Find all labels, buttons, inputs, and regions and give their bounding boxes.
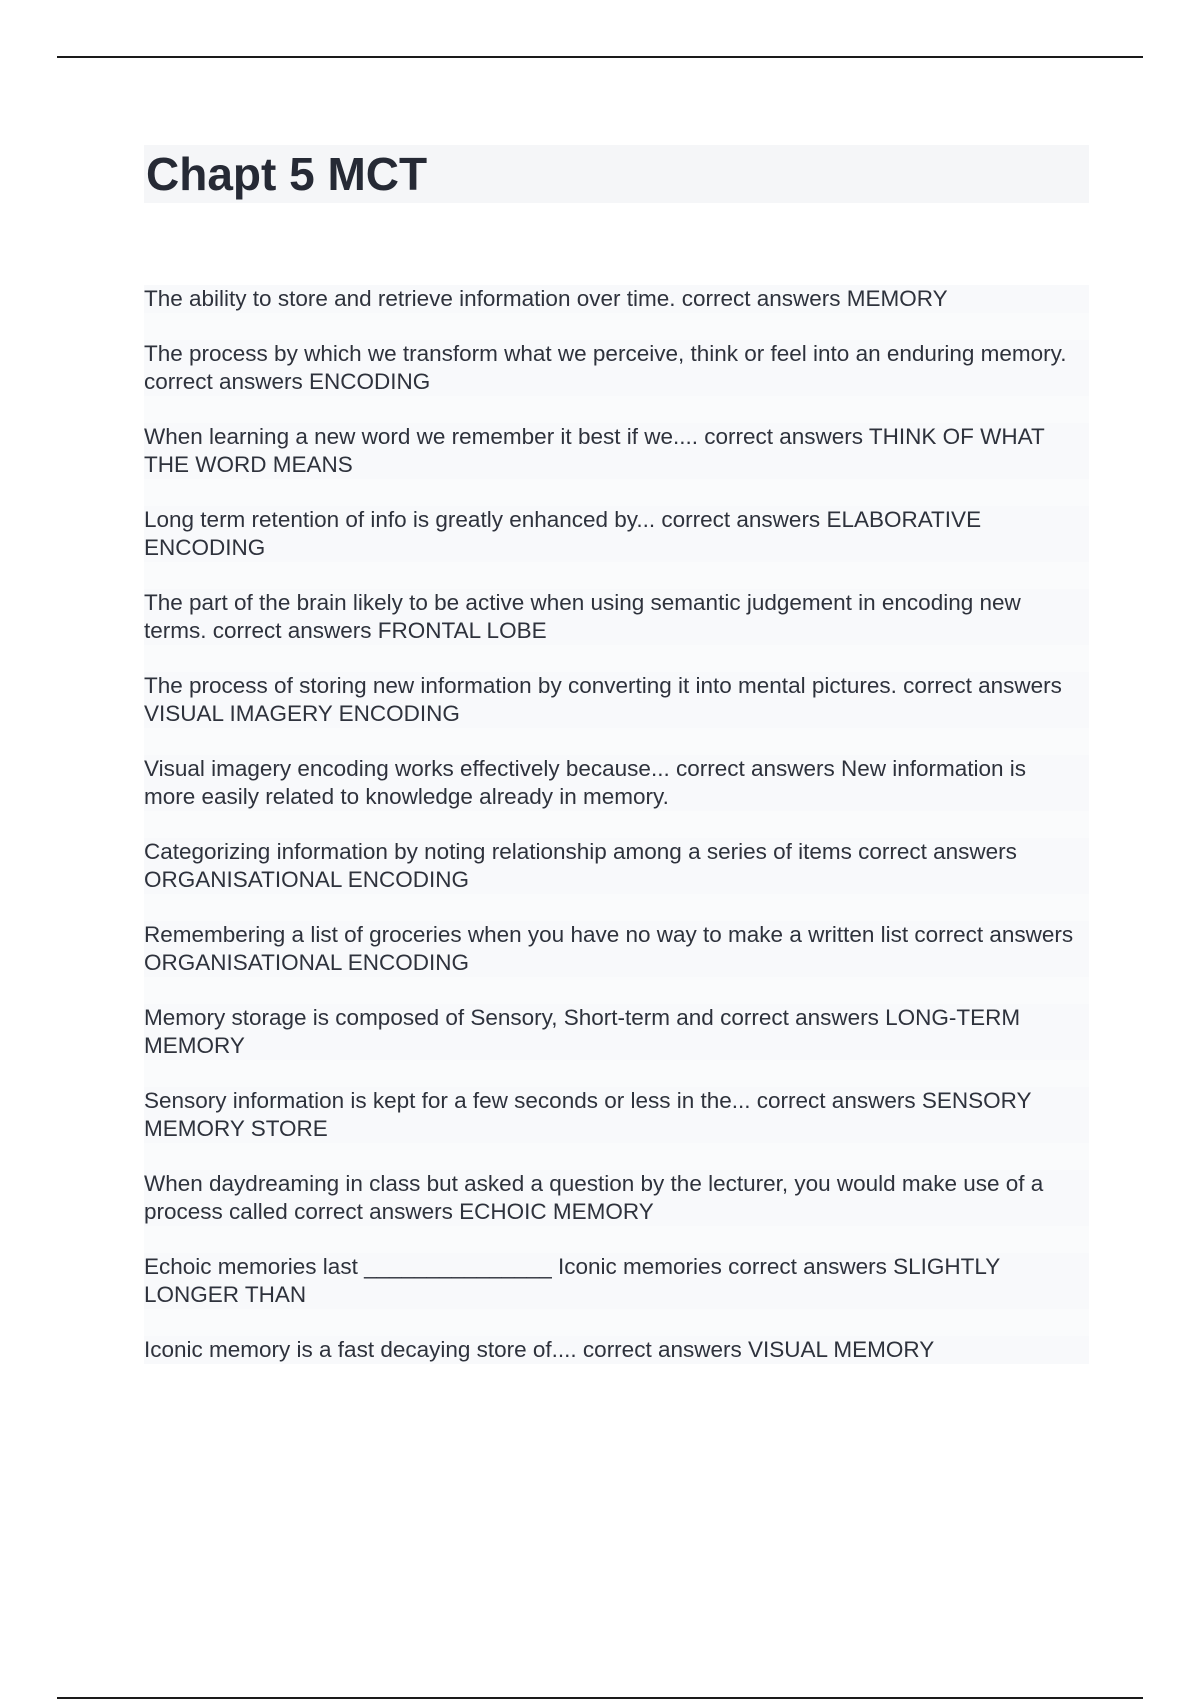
qa-item: Visual imagery encoding works effectively because... correct answers New information is more easily related to knowledge already in memory.	[144, 755, 1089, 811]
bottom-rule	[57, 1697, 1143, 1699]
qa-item: The process of storing new information by converting it into mental pictures. correct answers VISUAL IMAGERY ENCODING	[144, 672, 1089, 728]
qa-item: Memory storage is composed of Sensory, Short-term and correct answers LONG-TERM MEMORY	[144, 1004, 1089, 1060]
qa-item: Long term retention of info is greatly enhanced by... correct answers ELABORATIVE ENCODING	[144, 506, 1089, 562]
qa-item: The part of the brain likely to be active when using semantic judgement in encoding new terms. correct answers FRONTAL LOBE	[144, 589, 1089, 645]
document-title: Chapt 5 MCT	[146, 148, 428, 200]
qa-item: Sensory information is kept for a few seconds or less in the... correct answers SENSORY MEMORY STORE	[144, 1087, 1089, 1143]
qa-item: The process by which we transform what we perceive, think or feel into an enduring memory. correct answers ENCODING	[144, 340, 1089, 396]
document-body	[144, 145, 1089, 1391]
top-rule	[57, 56, 1143, 58]
qa-item: When learning a new word we remember it best if we.... correct answers THINK OF WHAT THE WORD MEANS	[144, 423, 1089, 479]
qa-item: When daydreaming in class but asked a question by the lecturer, you would make use of a process called correct answers ECHOIC MEMORY	[144, 1170, 1089, 1226]
qa-list	[144, 285, 1089, 1364]
qa-item: The ability to store and retrieve information over time. correct answers MEMORY	[144, 285, 1089, 313]
qa-item: Categorizing information by noting relationship among a series of items correct answers ORGANISATIONAL ENCODING	[144, 838, 1089, 894]
qa-item: Remembering a list of groceries when you have no way to make a written list correct answers ORGANISATIONAL ENCODING	[144, 921, 1089, 977]
qa-item: Echoic memories last _______________ Iconic memories correct answers SLIGHTLY LONGER THAN	[144, 1253, 1089, 1309]
qa-item: Iconic memory is a fast decaying store of.... correct answers VISUAL MEMORY	[144, 1336, 1089, 1364]
title-block	[144, 145, 1089, 203]
